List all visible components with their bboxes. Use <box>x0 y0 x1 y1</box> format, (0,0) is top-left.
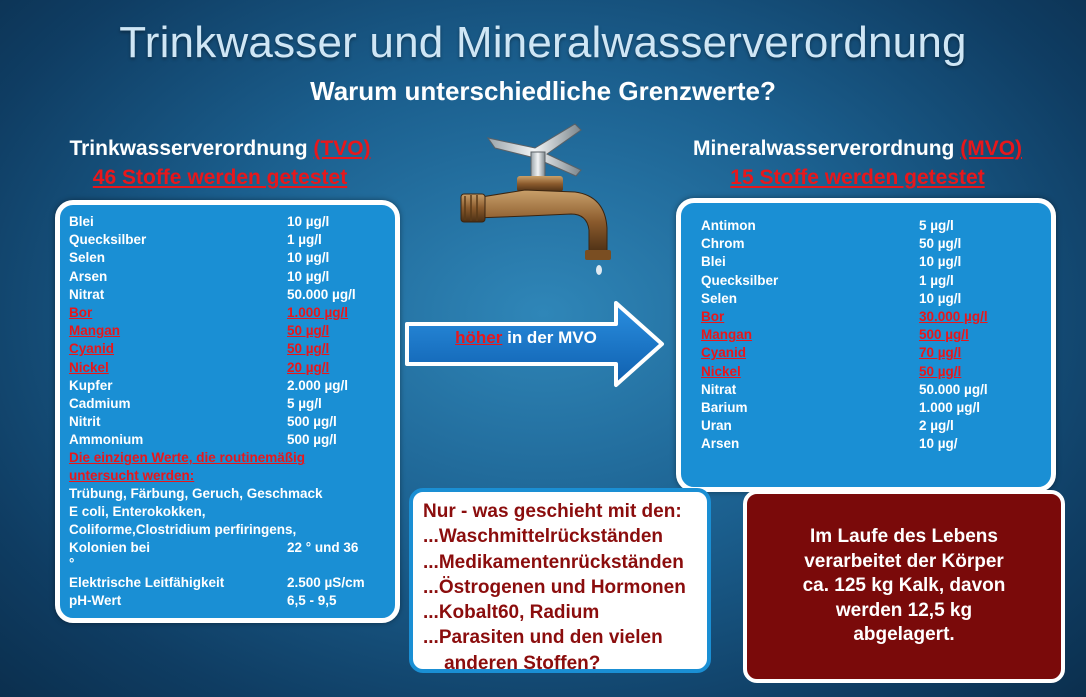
mvo-item-row <box>701 344 1051 362</box>
tvo-item-name: Mangan <box>69 323 121 339</box>
tvo-extra-item-value: 6,5 - 9,5 <box>287 592 337 608</box>
mvo-item-value: 500 µg/l <box>919 327 969 343</box>
tvo-item-name: Ammonium <box>69 432 144 448</box>
tvo-item-row <box>69 395 395 413</box>
tvo-colonies-degree: ° <box>69 555 75 571</box>
tvo-item-value: 10 µg/l <box>287 268 330 284</box>
fact-line: verarbeitet der Körper <box>804 550 1004 572</box>
tvo-item-name: Selen <box>69 250 106 266</box>
tvo-item-name: Bor <box>69 304 93 320</box>
mvo-item-row <box>701 217 1051 235</box>
tvo-item-value: 50 µg/l <box>287 341 330 357</box>
mvo-item-row <box>701 272 1051 290</box>
mvo-heading <box>650 134 1065 192</box>
tvo-item-name: Arsen <box>69 268 108 284</box>
tvo-item-name: Nitrit <box>69 414 101 430</box>
tvo-item-value: 1.000 µg/l <box>287 304 349 320</box>
tvo-item-row <box>69 268 395 286</box>
mvo-item-row <box>701 381 1051 399</box>
mvo-item-value: 50 µg/l <box>919 363 962 379</box>
tvo-extra-item-name: Elektrische Leitfähigkeit <box>69 574 225 590</box>
water-tap-icon <box>455 118 635 278</box>
tvo-routine-line3: Coliforme,Clostridium perfiringens, <box>69 522 297 538</box>
tvo-item-value: 500 µg/l <box>287 432 337 448</box>
tvo-heading <box>20 134 420 192</box>
mvo-item-name: Mangan <box>701 327 753 343</box>
arrow-highlight: höher <box>455 328 503 347</box>
tvo-colonies-label: Kolonien bei <box>69 540 150 556</box>
arrow-rest: in der MVO <box>502 328 597 347</box>
tvo-note-line2: untersucht werden: <box>69 468 195 484</box>
fact-line: abgelagert. <box>853 624 955 646</box>
tvo-item-row <box>69 413 395 431</box>
tvo-item-name: Cadmium <box>69 395 131 411</box>
question-line: ...Östrogenen und Hormonen <box>423 576 686 598</box>
fact-line: Im Laufe des Lebens <box>810 526 998 548</box>
mvo-item-value: 50 µg/l <box>919 236 962 252</box>
mvo-item-row <box>701 308 1051 326</box>
tvo-count: 46 Stoffe werden getestet <box>92 166 348 189</box>
mvo-heading-label: Mineralwasserverordnung <box>692 137 955 160</box>
mvo-item-value: 5 µg/l <box>919 218 954 233</box>
tvo-item-row <box>69 377 395 395</box>
mvo-item-row <box>701 235 1051 253</box>
tvo-item-row <box>69 340 395 358</box>
tvo-item-row <box>69 213 395 231</box>
mvo-item-value: 10 µg/l <box>919 254 962 270</box>
question-line: ...Waschmittelrückständen <box>423 526 664 548</box>
tvo-item-row <box>69 304 395 322</box>
tvo-box <box>55 200 400 623</box>
tvo-routine <box>69 485 395 539</box>
question-line: Nur - was geschieht mit den: <box>423 501 682 522</box>
fact-line: werden 12,5 kg <box>835 599 973 621</box>
tvo-extra-list <box>69 574 395 610</box>
mvo-item-row <box>701 253 1051 271</box>
tvo-item-value: 20 µg/l <box>287 359 330 375</box>
tvo-item-row <box>69 249 395 267</box>
tvo-item-value: 1 µg/l <box>287 232 322 248</box>
mvo-item-name: Barium <box>701 399 748 415</box>
mvo-item-value: 1 µg/l <box>919 272 954 288</box>
tvo-extra-item-row <box>69 592 395 610</box>
question-lines <box>423 499 707 676</box>
mvo-item-name: Chrom <box>701 236 745 252</box>
tvo-item-row <box>69 431 395 449</box>
tvo-item-row <box>69 231 395 249</box>
tvo-colonies-value: 22 ° und 36 <box>287 540 359 556</box>
mvo-box <box>676 198 1056 492</box>
tvo-item-name: Blei <box>69 214 94 229</box>
mvo-item-name: Antimon <box>701 218 756 233</box>
mvo-item-value: 10 µg/ <box>919 436 958 452</box>
tvo-item-value: 5 µg/l <box>287 395 322 411</box>
mvo-item-name: Cyanid <box>701 345 747 361</box>
mvo-item-name: Bor <box>701 308 725 324</box>
fact-box <box>743 490 1065 683</box>
tvo-note-line1: Die einzigen Werte, die routinemäßig <box>69 450 306 466</box>
tvo-heading-abbr: (TVO) <box>313 137 371 160</box>
question-line: anderen Stoffen? <box>423 652 601 674</box>
tvo-item-name: Nitrat <box>69 286 105 302</box>
mvo-item-name: Nickel <box>701 363 741 379</box>
question-box <box>409 488 711 673</box>
mvo-item-name: Selen <box>701 290 738 306</box>
mvo-item-row <box>701 290 1051 308</box>
tvo-item-name: Kupfer <box>69 377 113 393</box>
mvo-item-value: 2 µg/l <box>919 418 954 434</box>
tvo-routine-line1: Trübung, Färbung, Geruch, Geschmack <box>69 486 323 502</box>
mvo-item-row <box>701 363 1051 381</box>
tvo-list <box>69 213 395 449</box>
question-line: ...Kobalt60, Radium <box>423 602 600 624</box>
mvo-item-name: Blei <box>701 254 726 270</box>
tvo-extra-item-row <box>69 574 395 592</box>
tvo-extra-item-name: pH-Wert <box>69 592 122 608</box>
tvo-extra-item-value: 2.500 µS/cm <box>287 574 365 590</box>
mvo-item-row <box>701 435 1051 453</box>
mvo-count: 15 Stoffe werden getestet <box>730 166 985 189</box>
tvo-item-row <box>69 286 395 304</box>
tvo-item-value: 2.000 µg/l <box>287 377 349 393</box>
tvo-item-value: 10 µg/l <box>287 250 330 266</box>
tvo-item-name: Cyanid <box>69 341 115 357</box>
tvo-heading-label: Trinkwasserverordnung <box>69 137 308 160</box>
mvo-item-name: Uran <box>701 418 732 434</box>
mvo-item-value: 30.000 µg/l <box>919 308 988 324</box>
mvo-heading-abbr: (MVO) <box>960 137 1023 160</box>
tvo-routine-line2: E coli, Enterokokken, <box>69 504 206 520</box>
question-line: ...Medikamentenrückständen <box>423 551 684 573</box>
tvo-item-value: 10 µg/l <box>287 214 330 229</box>
tvo-item-name: Nickel <box>69 359 109 375</box>
question-line: ...Parasiten und den vielen <box>423 627 663 649</box>
mvo-item-value: 50.000 µg/l <box>919 381 988 397</box>
tvo-item-row <box>69 322 395 340</box>
mvo-item-value: 1.000 µg/l <box>919 399 981 415</box>
page-title: Trinkwasser und Mineralwasserverordnung <box>119 18 967 67</box>
tvo-colonies <box>69 539 395 557</box>
mvo-item-row <box>701 326 1051 344</box>
mvo-item-value: 10 µg/l <box>919 290 962 306</box>
mvo-item-row <box>701 399 1051 417</box>
mvo-item-name: Quecksilber <box>701 272 779 288</box>
tvo-item-value: 500 µg/l <box>287 414 337 430</box>
tvo-note <box>69 449 395 485</box>
mvo-item-row <box>701 417 1051 435</box>
arrow-label <box>420 328 632 348</box>
tvo-item-value: 50.000 µg/l <box>287 286 356 302</box>
mvo-item-name: Arsen <box>701 436 740 452</box>
page-subtitle: Warum unterschiedliche Grenzwerte? <box>310 76 776 106</box>
fact-lines <box>747 525 1061 648</box>
mvo-item-value: 70 µg/l <box>919 345 962 361</box>
tvo-item-row <box>69 359 395 377</box>
tvo-item-name: Quecksilber <box>69 232 147 248</box>
fact-line: ca. 125 kg Kalk, davon <box>802 575 1006 597</box>
mvo-list <box>701 217 1051 453</box>
mvo-item-name: Nitrat <box>701 381 737 397</box>
tvo-item-value: 50 µg/l <box>287 323 330 339</box>
